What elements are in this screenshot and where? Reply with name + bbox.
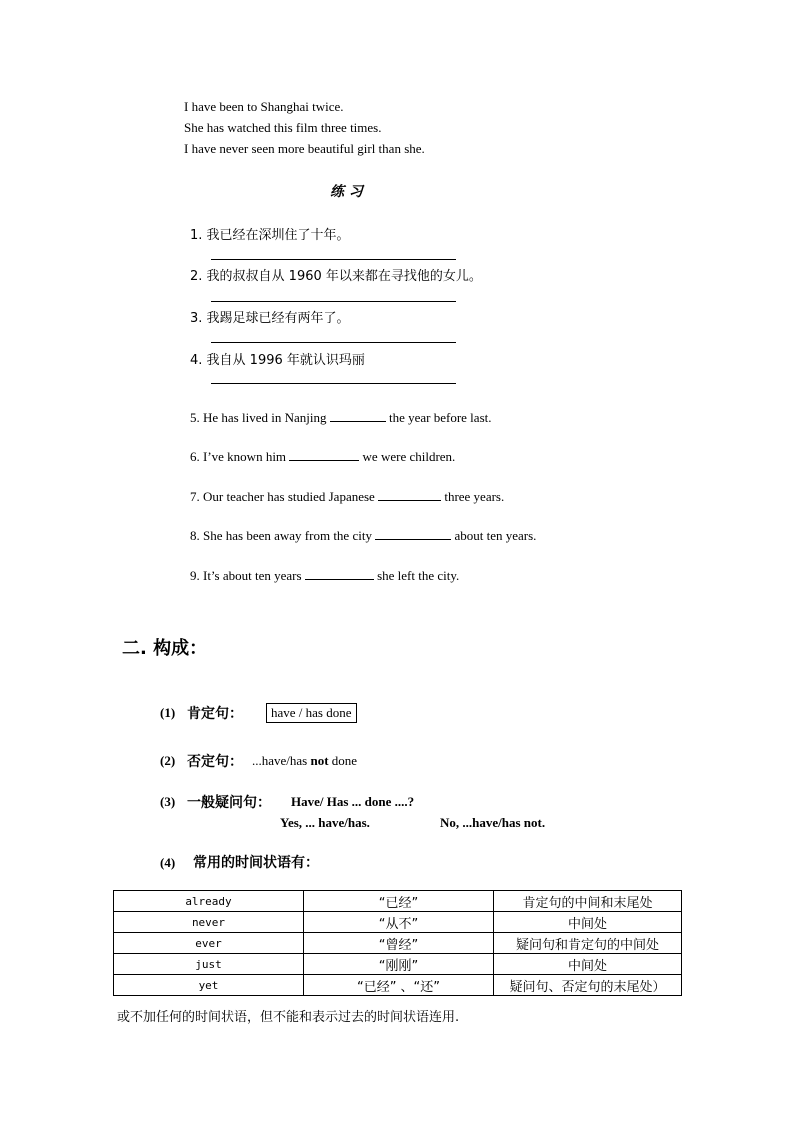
translation-item-2: 2. 我的叔叔自从 1960 年以来都在寻找他的女儿。: [190, 269, 482, 284]
negative-prefix: ...have/has: [252, 753, 311, 768]
negative-formula: [252, 753, 357, 769]
fill-item-8: [190, 527, 536, 544]
table-row: [114, 975, 682, 996]
answer-line-3[interactable]: [211, 342, 456, 343]
fill-blank[interactable]: [305, 567, 374, 580]
answer-line-1[interactable]: [211, 259, 456, 260]
translation-item-3: 3. 我踢足球已经有两年了。: [190, 311, 350, 326]
table-row: [114, 933, 682, 954]
fill-item-text: about ten years.: [451, 528, 537, 543]
fill-item-text: the year before last.: [385, 410, 492, 425]
fill-item-text: she left the city.: [373, 568, 460, 583]
fill-item-text: 6. I’ve known him: [190, 449, 290, 464]
example-sentence-2: She has watched this film three times.: [184, 120, 382, 135]
fill-item-text: 5. He has lived in Nanjing: [190, 410, 330, 425]
translation-item-1: 1. 我已经在深圳住了十年。: [190, 228, 350, 243]
time-adverbial-table: [113, 890, 682, 996]
fill-item-text: 7. Our teacher has studied Japanese: [190, 489, 379, 504]
adverb-meaning: “已经”: [304, 891, 494, 912]
adverb-word: ever: [114, 933, 304, 954]
example-sentence-1: I have been to Shanghai twice.: [184, 99, 344, 114]
adverb-word: yet: [114, 975, 304, 996]
adverb-meaning: “从不”: [304, 912, 494, 933]
fill-item-text: 8. She has been away from the city: [190, 528, 376, 543]
adverb-position: 疑问句、否定句的末尾处）: [494, 975, 682, 996]
fill-blank[interactable]: [378, 488, 441, 501]
adverb-position: 中间处: [494, 912, 682, 933]
adverb-position: 中间处: [494, 954, 682, 975]
fill-item-6: [190, 448, 455, 465]
negative-suffix: done: [328, 753, 358, 768]
fill-blank[interactable]: [330, 409, 386, 422]
footnote: 或不加任何的时间状语，但不能和表示过去的时间状语连用.: [117, 1010, 460, 1025]
adverb-position: 疑问句和肯定句的中间处: [494, 933, 682, 954]
table-row: [114, 891, 682, 912]
affirmative-number: (1): [160, 705, 176, 720]
adverb-position: 肯定句的中间和末尾处: [494, 891, 682, 912]
adverb-meaning: “曾经”: [304, 933, 494, 954]
negative-number: (2): [160, 753, 176, 768]
fill-item-7: [190, 488, 504, 505]
fill-item-text: 9. It’s about ten years: [190, 568, 305, 583]
example-sentence-3: I have never seen more beautiful girl than she.: [184, 141, 425, 156]
adverb-meaning: “已经” 、“还”: [304, 975, 494, 996]
answer-line-2[interactable]: [211, 301, 456, 302]
adverb-word: just: [114, 954, 304, 975]
fill-item-text: we were children.: [359, 449, 456, 464]
fill-blank[interactable]: [289, 448, 359, 461]
fill-item-9: [190, 567, 459, 584]
table-row: [114, 954, 682, 975]
answer-line-4[interactable]: [211, 383, 456, 384]
table-row: [114, 912, 682, 933]
fill-blank[interactable]: [375, 527, 451, 540]
question-form: Have/ Has ... done ....?: [291, 794, 415, 809]
adverb-meaning: “刚刚”: [304, 954, 494, 975]
section-heading: 二. 构成：: [122, 638, 208, 659]
question-number: (3): [160, 794, 176, 809]
adverb-word: never: [114, 912, 304, 933]
negative-label: 否定句：: [187, 754, 243, 770]
short-answer-yes: Yes, ... have/has.: [280, 815, 370, 830]
affirmative-formula: have / has done: [266, 703, 357, 723]
question-label: 一般疑问句：: [187, 795, 271, 811]
translation-item-4: 4. 我自从 1996 年就认识玛丽: [190, 353, 365, 368]
practice-title: 练 习: [330, 184, 363, 200]
negative-not: not: [310, 753, 329, 768]
adverbials-number: (4): [160, 855, 176, 870]
fill-item-5: [190, 409, 492, 426]
short-answer-no: No, ...have/has not.: [440, 815, 546, 830]
adverbials-label: 常用的时间状语有：: [193, 855, 319, 871]
adverb-word: already: [114, 891, 304, 912]
fill-item-text: three years.: [441, 489, 505, 504]
affirmative-label: 肯定句：: [187, 706, 243, 722]
